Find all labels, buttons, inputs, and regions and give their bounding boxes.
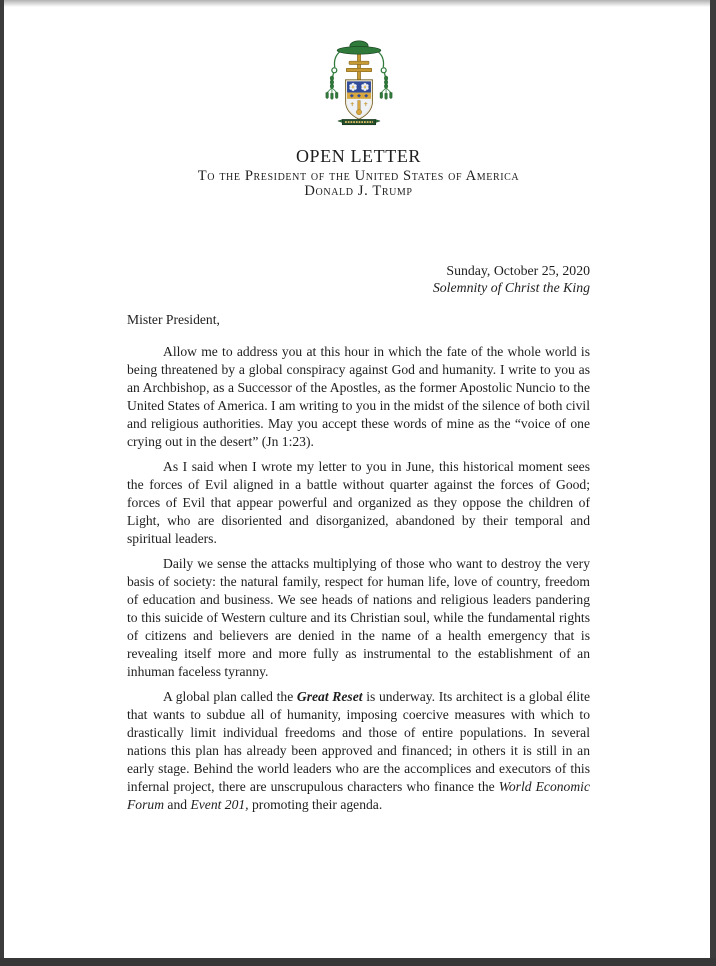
episcopal-coat-of-arms-icon (319, 40, 399, 126)
body-paragraph-2: As I said when I wrote my letter to you in June, this historical moment sees the forces of Evil aligned in a battle without quarter against the forces of Good; forces of Evil that appear powerful and organized as they oppose the children of Light, who are disoriented and disorganized, abandoned by their temporal and spiritual leaders. (127, 459, 590, 546)
page-edge-bottom (0, 958, 716, 966)
letter-addressee: Donald J. Trump (304, 183, 413, 199)
feast-day-line: Solemnity of Christ the King (432, 279, 590, 295)
body-paragraph-1: Allow me to address you at this hour in which the fate of the whole world is being threatened by a global conspiracy against God and humanity. I write to you as an Archbishop, as a Successor of the Apostles, as the former Apostolic Nuncio to the United States of America. I am writing to you in the midst of the silence of both civil and religious authorities. May you accept these words of mine as the “voice of one crying out in the desert” (Jn 1:23). (127, 344, 590, 449)
letter-title: OPEN LETTER (295, 146, 422, 166)
letter-subtitle: To the President of the United States of America (197, 168, 520, 184)
shield-icon (345, 80, 372, 119)
letter-content (127, 0, 590, 814)
body-paragraph-3: Daily we sense the attacks multiplying of those who want to destroy the very basis of society: the natural family, respect for human life, love of country, freedom of education and business. We see heads of nations and religious leaders pandering to this suicide of Western culture and its Christian soul, while the fundamental rights of citizens and believers are denied in the name of a health emergency that is revealing itself more and more fully as instrumental to the establishment of an inhuman faceless tyranny. (127, 556, 590, 679)
date-line: Sunday, October 25, 2020 (446, 263, 590, 278)
coat-of-arms (127, 40, 590, 126)
motto-scroll-icon (337, 119, 379, 124)
galero-hat-icon (337, 41, 381, 54)
dateline (127, 263, 590, 296)
salutation: Mister President, (127, 312, 220, 327)
body-paragraph-4: A global plan called the Great Reset is underway. Its architect is a global élite that wants to subdue all of humanity, imposing coercive measures with which to drastically limit individual freedoms and those of entire populations. In several nations this plan has already been approved and financed; in others it is still in an early stage. Behind the world leaders who are the accomplices and executors of this infernal project, there are unscrupulous characters who finance the World Economic Forum and Event 201, promoting their agenda. (127, 689, 590, 812)
page-edge-left (0, 0, 4, 966)
page-edge-right (710, 0, 716, 966)
